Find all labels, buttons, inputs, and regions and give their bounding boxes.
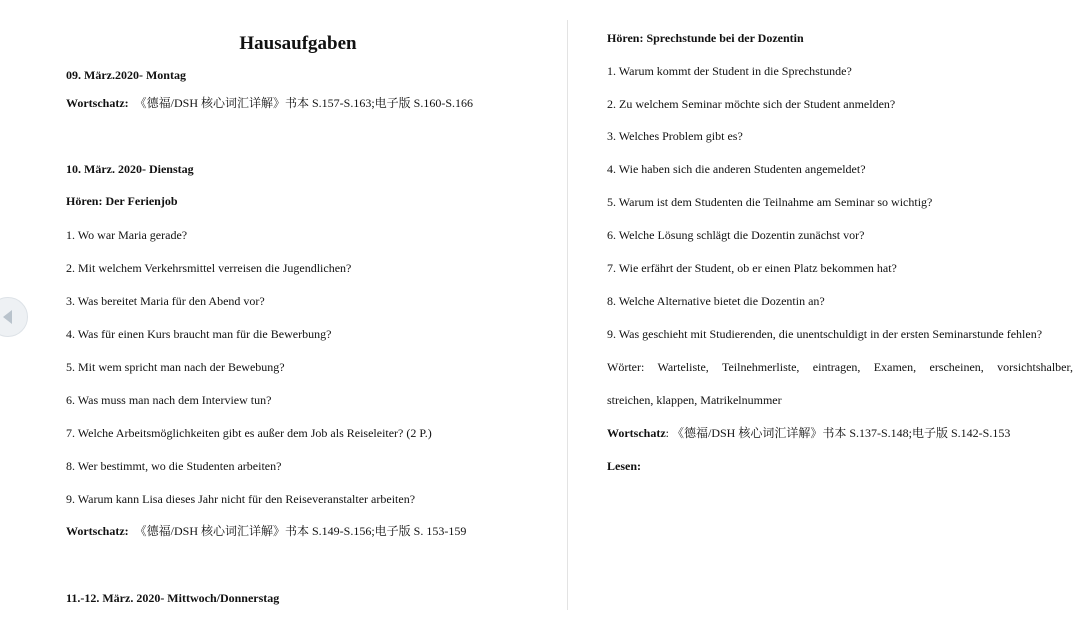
question-item: 4. Was für einen Kurs braucht man für die Bewerbung? bbox=[66, 327, 332, 341]
date-heading-monday: 09. März.2020- Montag bbox=[66, 68, 186, 82]
question-item: 4. Wie haben sich die anderen Studenten angemeldet? bbox=[607, 162, 866, 176]
question-item: 1. Wo war Maria gerade? bbox=[66, 228, 188, 242]
question-item: 1. Warum kommt der Student in die Sprechstunde? bbox=[607, 64, 852, 78]
question-item: 8. Welche Alternative bietet die Dozentin an? bbox=[607, 294, 825, 308]
woerter-line-continued: streichen, klappen, Matrikelnummer bbox=[607, 393, 782, 407]
woerter-line: Wörter: Warteliste, Teilnehmerliste, eintragen, Examen, erscheinen, vorsichtshalber, bbox=[607, 360, 1073, 374]
document-title: Hausaufgaben bbox=[239, 33, 357, 54]
question-item: 5. Mit wem spricht man nach der Bewebung? bbox=[66, 360, 285, 374]
wortschatz-label: Wortschatz bbox=[607, 426, 666, 440]
date-heading-wednesday-thursday: 11.-12. März. 2020- Mittwoch/Donnerstag bbox=[66, 591, 280, 605]
question-item: 3. Welches Problem gibt es? bbox=[607, 129, 743, 143]
question-item: 9. Warum kann Lisa dieses Jahr nicht für den Reiseveranstalter arbeiten? bbox=[66, 492, 416, 506]
wortschatz-label: Wortschatz: bbox=[66, 524, 129, 538]
hoeren-heading-sprechstunde: Hören: Sprechstunde bei der Dozentin bbox=[607, 31, 804, 45]
question-item: 9. Was geschieht mit Studierenden, die unentschuldigt in der ersten Seminarstunde fehlen? bbox=[607, 327, 1043, 341]
lesen-heading: Lesen: bbox=[607, 459, 641, 473]
question-item: 3. Was bereitet Maria für den Abend vor? bbox=[66, 294, 265, 308]
wortschatz-line-tuesday bbox=[66, 524, 466, 539]
date-heading-tuesday: 10. März. 2020- Dienstag bbox=[66, 162, 194, 176]
document-page-right bbox=[568, 0, 1080, 610]
arrow-left-icon bbox=[3, 310, 12, 324]
question-item: 5. Warum ist dem Studenten die Teilnahme am Seminar so wichtig? bbox=[607, 195, 933, 209]
wortschatz-label: Wortschatz: bbox=[66, 96, 129, 110]
question-item: 2. Zu welchem Seminar möchte sich der Student anmelden? bbox=[607, 97, 896, 111]
question-item: 7. Welche Arbeitsmöglichkeiten gibt es außer dem Job als Reiseleiter? (2 P.) bbox=[66, 426, 432, 440]
question-item: 6. Welche Lösung schlägt die Dozentin zunächst vor? bbox=[607, 228, 865, 242]
question-item: 8. Wer bestimmt, wo die Studenten arbeiten? bbox=[66, 459, 282, 473]
question-item: 6. Was muss man nach dem Interview tun? bbox=[66, 393, 272, 407]
hoeren-heading-ferienjob: Hören: Der Ferienjob bbox=[66, 194, 178, 208]
wortschatz-text: 《德福/DSH 核心词汇详解》书本 S.157-S.163;电子版 S.160-S.166 bbox=[134, 96, 474, 110]
wortschatz-line-right bbox=[607, 426, 1010, 441]
wortschatz-text: : 《德福/DSH 核心词汇详解》书本 S.137-S.148;电子版 S.142-S.153 bbox=[665, 426, 1011, 440]
wortschatz-text: 《德福/DSH 核心词汇详解》书本 S.149-S.156;电子版 S. 153-159 bbox=[134, 524, 467, 538]
question-item: 2. Mit welchem Verkehrsmittel verreisen die Jugendlichen? bbox=[66, 261, 352, 275]
wortschatz-line-monday bbox=[66, 96, 473, 111]
question-item: 7. Wie erfährt der Student, ob er einen Platz bekommen hat? bbox=[607, 261, 897, 275]
